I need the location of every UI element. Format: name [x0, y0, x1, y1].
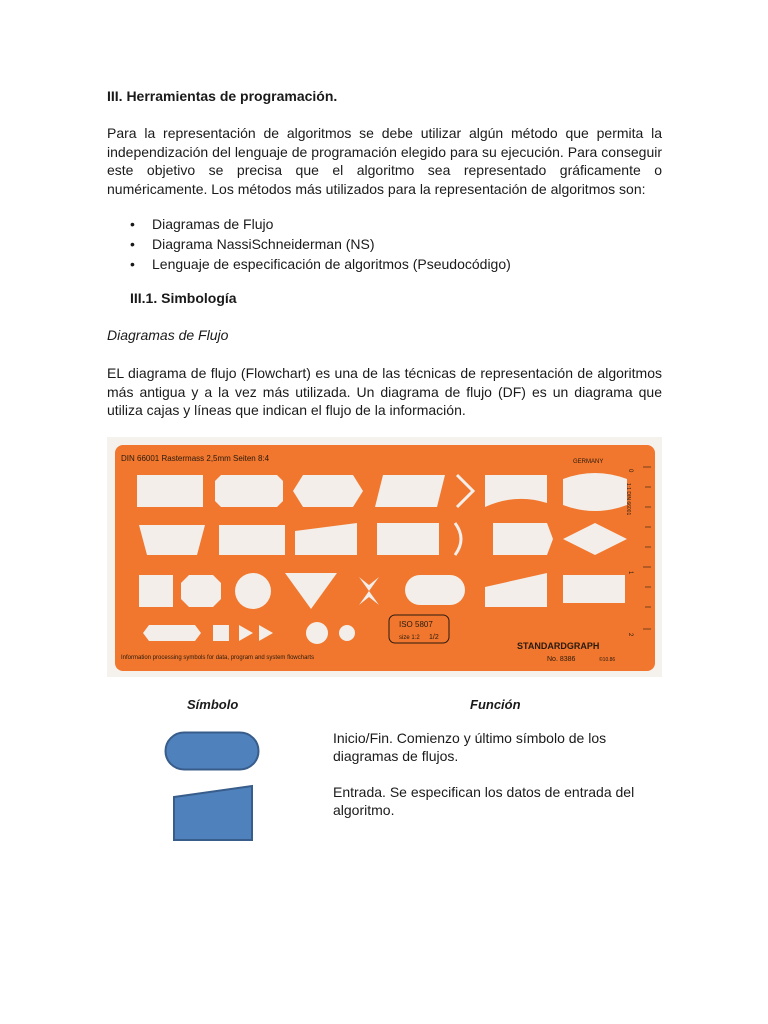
flowchart-stencil-image — [107, 437, 662, 677]
stencil-iso-label: ISO 5807 — [399, 620, 433, 629]
card-cutout — [219, 525, 285, 555]
terminator-symbol — [164, 731, 260, 771]
octagon-cutout — [181, 575, 221, 607]
list-item: • Diagramas de Flujo — [130, 216, 274, 232]
stencil-bottom-label: Information processing symbols for data, program and system flowcharts — [121, 655, 315, 661]
symbol-column-header: Símbolo — [187, 697, 239, 712]
stencil-top-label: DIN 66001 Rastermass 2,5mm Seiten 8:4 — [121, 454, 270, 463]
circle-cutout — [235, 573, 271, 609]
list-item: • Lenguaje de especificación de algoritmos (Pseudocódigo) — [130, 256, 511, 272]
small-square-cutout — [213, 625, 229, 641]
square-cutout — [139, 575, 173, 607]
stencil-ruler-mid: 1 — [627, 571, 633, 575]
bullet-icon: • — [130, 236, 135, 252]
stencil-copyright: ©10.86 — [599, 657, 616, 663]
list-item: • Diagrama NassiSchneiderman (NS) — [130, 236, 375, 252]
rect-cutout — [563, 575, 625, 603]
tiny-circle-cutout — [339, 625, 355, 641]
manual-input-symbol — [172, 784, 254, 842]
function-description: Inicio/Fin. Comienzo y último símbolo de los diagramas de flujos. — [333, 730, 607, 764]
function-column-header: Función — [470, 697, 521, 712]
data-cutout — [375, 475, 445, 507]
subsection-heading: III.1. Simbología — [130, 290, 237, 306]
storage-cutout — [377, 523, 439, 555]
manual-input-shape — [174, 786, 252, 840]
intro-paragraph: Para la representación de algoritmos se debe utilizar algún método que permita la independización del lenguaje de programación elegido para su ejecución. Para conseguir este objetivo se precisa que el algoritmo sea representado gráficamente o numéricamente. Los métodos más utilizados para la representación de algoritmos son: — [107, 125, 662, 197]
stencil-ruler-label: 1:1 DIN 66001 — [625, 483, 631, 516]
preparation-cutout — [293, 475, 363, 507]
terminator-cutout — [405, 575, 465, 605]
terminator-shape — [166, 733, 259, 770]
flowchart-paragraph: EL diagrama de flujo (Flowchart) es una de las técnicas de representación de algoritmos más antigua y a la vez más utilizada. Un diagrama de flujo (DF) es un diagrama que utiliza cajas y líneas que indican el flujo de la información. — [107, 365, 662, 418]
bullet-icon: • — [130, 216, 135, 232]
function-description: Entrada. Se especifican los datos de entrada del algoritmo. — [333, 784, 635, 818]
manual-op-cutout — [139, 525, 205, 555]
stencil-ruler-top: 0 — [627, 469, 633, 473]
section-heading: III. Herramientas de programación. — [107, 88, 338, 104]
tape-cutout — [563, 473, 627, 511]
stencil-model: No. 8386 — [547, 656, 576, 663]
stencil-country: GERMANY — [573, 459, 604, 465]
predefined-cutout — [215, 475, 283, 507]
stencil-size-label: size 1:2 — [399, 635, 420, 641]
hexagon-cutout — [143, 625, 201, 641]
stencil-brand: STANDARDGRAPH — [517, 641, 600, 651]
stencil-half: 1/2 — [429, 634, 439, 641]
process-cutout — [137, 475, 203, 507]
stencil-ruler-bottom: 2 — [627, 633, 633, 637]
display-cutout — [493, 523, 553, 555]
bullet-icon: • — [130, 256, 135, 272]
methods-list — [130, 214, 511, 274]
small-circle-cutout — [306, 622, 328, 644]
italic-heading: Diagramas de Flujo — [107, 327, 229, 343]
